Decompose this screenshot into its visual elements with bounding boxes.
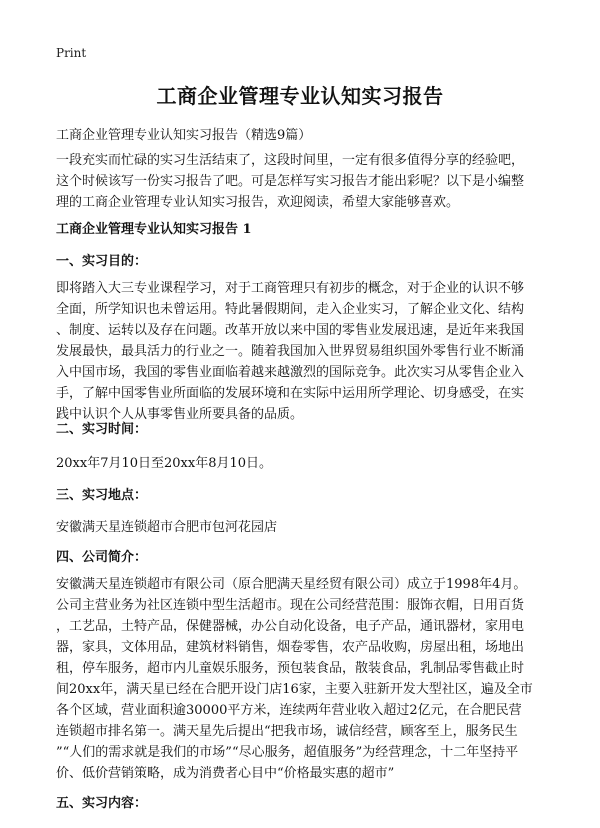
page-title: 工商企业管理专业认知实习报告 (156, 84, 444, 108)
company-line: ”“人们的需求就是我们的市场”“尽心服务，超值服务”为经营理念，十二年坚持平 (56, 745, 519, 760)
time-text: 20xx年7月10日至20xx年8月10日。 (56, 456, 273, 471)
purpose-line: 发展最快，最具活力的行业之一。随着我国加入世界贸易组织国外零售行业不断涌 (56, 344, 525, 359)
section-heading-content: 五、实习内容： (56, 796, 148, 811)
section-heading-location: 三、实习地点： (56, 488, 148, 503)
subtitle: 工商企业管理专业认知实习报告（精选9篇） (56, 128, 312, 143)
print-link[interactable]: Print (56, 46, 87, 60)
company-line: 价、低价营销策略，成为消费者心目中“价格最实惠的超市” (56, 766, 395, 781)
intro-paragraph (56, 150, 552, 213)
company-paragraph (56, 574, 552, 784)
company-line: ，工艺品，土特产品，保健器械，办公自动化设备，电子产品，通讯器材，家用电 (56, 619, 525, 634)
section-heading-time: 二、实习时间： (56, 422, 148, 437)
company-line: 租，停车服务，超市内儿童娱乐服务，预包装食品，散装食品，乳制品零售截止时 (56, 661, 525, 676)
company-line: 间20xx年，满天星已经在合肥开设门店16家，主要入驻新开发大型社区，遍及全市 (56, 682, 533, 697)
report-heading: 工商企业管理专业认知实习报告 1 (56, 222, 252, 237)
company-line: 安徽满天星连锁超市有限公司（原合肥满天星经贸有限公司）成立于1998年4月。 (56, 577, 527, 592)
purpose-line: 践中认识个人从事零售业所要具备的品质。 (56, 407, 304, 422)
company-line: 连锁超市排名第一。满天星先后提出“把我市场，诚信经营，顾客至上，服务民生 (56, 724, 518, 739)
intro-line: 这个时候该写一份实习报告了吧。可是怎样写实习报告才能出彩呢？以下是小编整 (56, 174, 525, 189)
purpose-line: 入中国市场，我国的零售业面临着越来越激烈的国际竞争。此次实习从零售企业入 (56, 365, 525, 380)
purpose-line: 全面，所学知识也未曾运用。特此暑假期间，走入企业实习，了解企业文化、结构 (56, 302, 525, 317)
company-line: 器，家具，文体用品，建筑材料销售，烟卷零售，农产品收购，房屋出租，场地出 (56, 640, 525, 655)
intro-line: 一段充实而忙碌的实习生活结束了，这段时间里，一定有很多值得分享的经验吧， (56, 153, 525, 168)
section-heading-company: 四、公司简介： (56, 550, 148, 565)
purpose-paragraph (56, 278, 552, 425)
company-line: 各个区域，营业面积逾30000平方米，连续两年营业收入超过2亿元，在合肥民营 (56, 703, 522, 718)
purpose-line: 、制度、运转以及存在问题。改革开放以来中国的零售业发展迅速，是近年来我国 (56, 323, 525, 338)
section-heading-purpose: 一、实习目的： (56, 254, 148, 269)
intro-line: 理的工商企业管理专业认知实习报告，欢迎阅读，希望大家能够喜欢。 (56, 195, 460, 210)
purpose-line: 即将踏入大三专业课程学习，对于工商管理只有初步的概念，对于企业的认识不够 (56, 281, 525, 296)
location-text: 安徽满天星连锁超市合肥市包河花园店 (56, 520, 278, 535)
company-line: 公司主营业务为社区连锁中型生活超市。现在公司经营范围：服饰衣帽，日用百货 (56, 598, 525, 613)
purpose-line: 手，了解中国零售业所面临的发展环境和在实际中运用所学理论、切身感受，在实 (56, 386, 525, 401)
